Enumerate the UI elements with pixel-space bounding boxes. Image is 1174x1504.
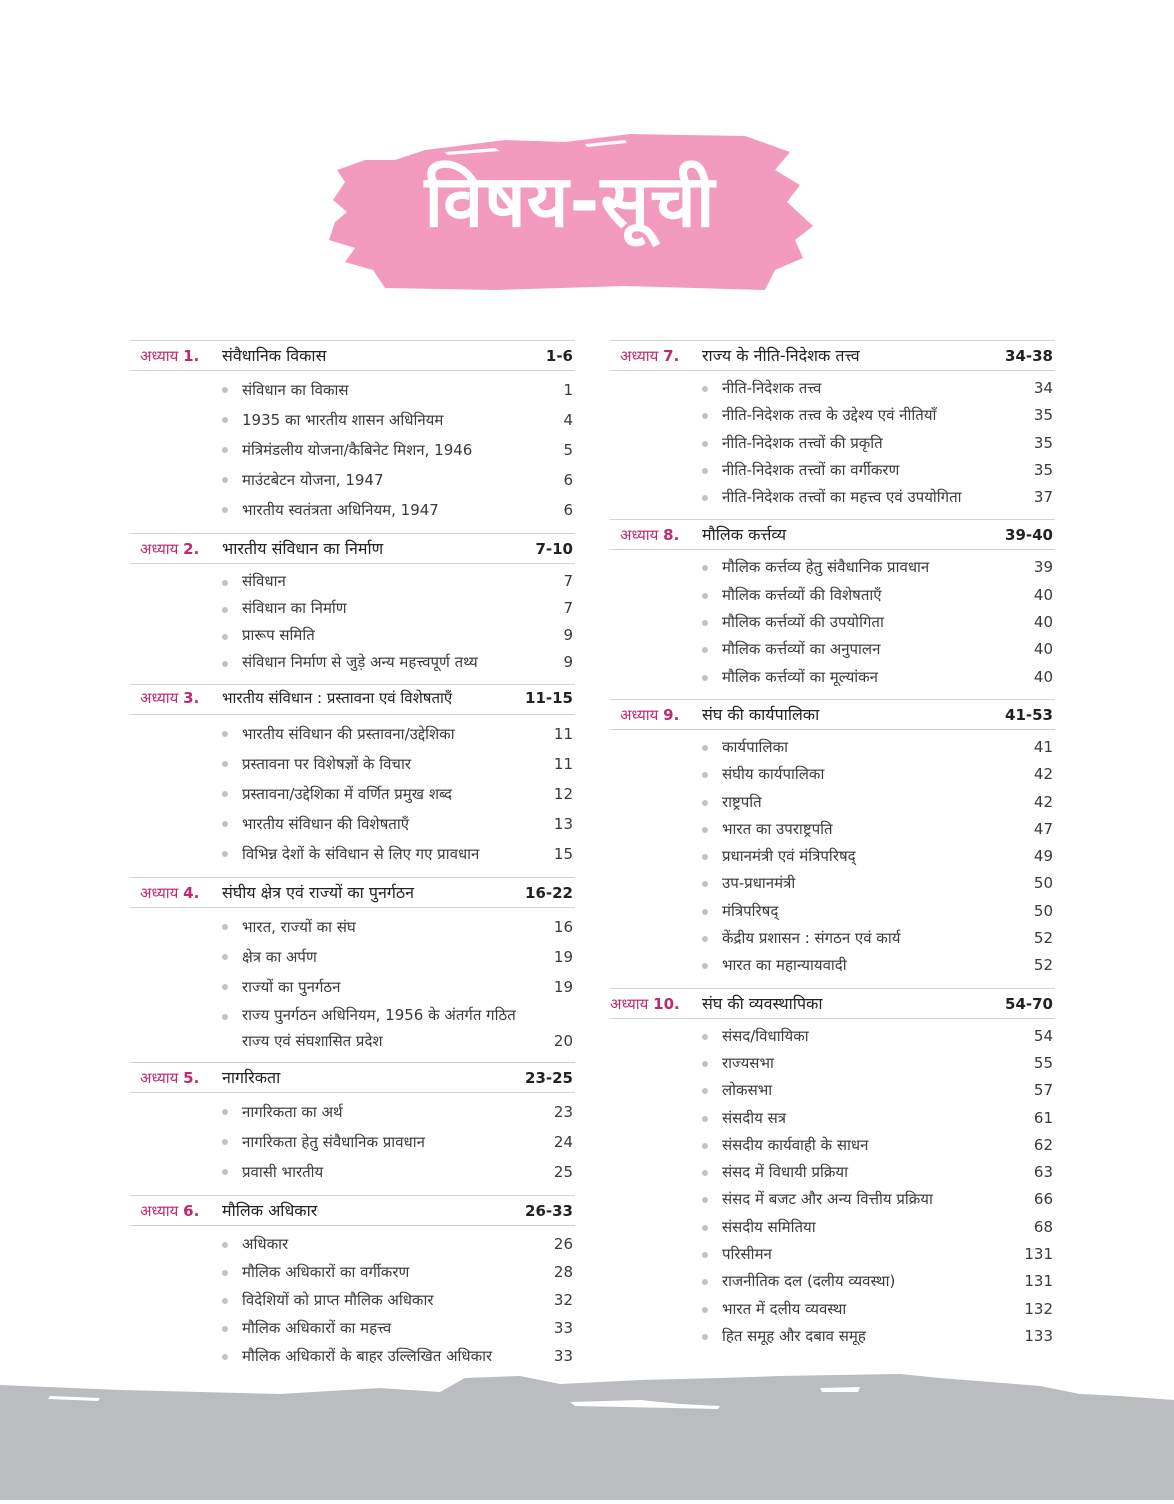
bullet-icon [222, 791, 228, 797]
page-number: 40 [1033, 667, 1053, 686]
bullet-icon [702, 1116, 708, 1122]
bullet-icon [222, 731, 228, 737]
bullet-icon [222, 1270, 228, 1276]
page-number: 28 [553, 1263, 573, 1281]
page-number: 47 [1033, 819, 1053, 838]
bullet-icon [702, 827, 708, 833]
chapter-heading[interactable] [130, 877, 575, 908]
bullet-icon [702, 800, 708, 806]
toc-entry[interactable]: मंत्रिपरिषद् 50 [702, 898, 1055, 925]
chapter-page-range: 26-33 [525, 1202, 573, 1220]
bullet-icon [702, 441, 708, 447]
bullet-icon [702, 620, 708, 626]
bullet-icon [702, 1034, 708, 1040]
toc-entry[interactable]: भारत का उपराष्ट्रपति 47 [702, 816, 1055, 843]
toc-entry[interactable]: प्रस्तावना/उद्देशिका में वर्णित प्रमुख शब्द 12 [222, 779, 575, 809]
chapter-2 [130, 533, 575, 680]
bullet-icon [222, 417, 228, 423]
page-number: 63 [1033, 1163, 1053, 1182]
toc-entry[interactable]: संविधान निर्माण से जुड़े अन्य महत्त्वपूर्ण तथ्य 9 [222, 649, 575, 676]
toc-entry[interactable]: भारतीय संविधान की विशेषताएँ 13 [222, 809, 575, 839]
toc-entry[interactable]: भारत का महान्यायवादी 52 [702, 952, 1055, 979]
chapter-heading[interactable] [130, 1062, 575, 1093]
bullet-icon [222, 954, 228, 960]
page-number: 40 [1033, 585, 1053, 604]
chapter-page-range: 11-15 [525, 689, 573, 707]
page-number: 16 [553, 918, 573, 936]
page-number: 19 [553, 948, 573, 966]
bullet-icon [702, 1279, 708, 1285]
toc-entry[interactable]: नीति-निदेशक तत्त्वों का महत्त्व एवं उपयोगिता 37 [702, 484, 1055, 511]
chapter-label: अध्याय 9. [620, 705, 680, 724]
toc-entry[interactable]: मौलिक कर्त्तव्यों की उपयोगिता 40 [702, 609, 1055, 636]
toc-entry[interactable]: हित समूह और दबाव समूह 133 [702, 1323, 1055, 1350]
bullet-icon [702, 1170, 708, 1176]
chapter-label: अध्याय 10. [610, 994, 680, 1013]
page-number: 32 [553, 1291, 573, 1309]
page-number: 7 [563, 599, 573, 617]
toc-entry[interactable]: नागरिकता हेतु संवैधानिक प्रावधान 24 [222, 1127, 575, 1157]
bullet-icon [222, 1014, 228, 1020]
chapter-title: संघीय क्षेत्र एवं राज्यों का पुनर्गठन [222, 883, 415, 902]
toc-entry[interactable]: नीति-निदेशक तत्त्व 34 [702, 375, 1055, 402]
page-number: 62 [1033, 1135, 1053, 1154]
chapter-heading[interactable] [610, 988, 1055, 1019]
page-number: 35 [1033, 406, 1053, 425]
toc-entry[interactable]: मौलिक कर्त्तव्य हेतु संवैधानिक प्रावधान 39 [702, 554, 1055, 581]
bullet-icon [702, 468, 708, 474]
chapter-title: भारतीय संविधान : प्रस्तावना एवं विशेषताएँ [222, 689, 453, 707]
page-number: 52 [1033, 929, 1053, 948]
bullet-icon [222, 447, 228, 453]
page-number: 54 [1033, 1026, 1053, 1045]
gray-brush-stroke-icon [0, 1370, 1174, 1500]
bullet-icon [702, 909, 708, 915]
page-number: 57 [1033, 1081, 1053, 1100]
toc-entry[interactable]: मंत्रिमंडलीय योजना/कैबिनेट मिशन, 1946 5 [222, 435, 575, 465]
bullet-icon [222, 477, 228, 483]
chapter-title: संघ की व्यवस्थापिका [702, 993, 823, 1013]
bullet-icon [222, 1326, 228, 1332]
bullet-icon [702, 1143, 708, 1149]
bullet-icon [702, 963, 708, 969]
page-number: 6 [563, 471, 573, 489]
toc-entry[interactable]: कार्यपालिका 41 [702, 734, 1055, 761]
bullet-icon [222, 761, 228, 767]
toc-entry[interactable]: विभिन्न देशों के संविधान से लिए गए प्रावधान 15 [222, 839, 575, 869]
toc-entry[interactable]: संसद में विधायी प्रक्रिया 63 [702, 1159, 1055, 1186]
bullet-icon [222, 1354, 228, 1360]
bullet-icon [702, 1197, 708, 1203]
toc-entry[interactable]: संविधान का निर्माण 7 [222, 595, 575, 622]
toc-right-column [610, 340, 1055, 1358]
chapter-label: अध्याय 1. [140, 347, 200, 365]
page-number: 35 [1033, 460, 1053, 479]
chapter-label: अध्याय 7. [620, 347, 680, 365]
bullet-icon [702, 936, 708, 942]
bullet-icon [702, 1307, 708, 1313]
chapter-page-range: 1-6 [545, 347, 573, 365]
toc-entry[interactable]: राष्ट्रपति 42 [702, 789, 1055, 816]
chapter-page-range: 41-53 [1005, 705, 1053, 724]
bullet-icon [222, 1109, 228, 1115]
chapter-title: मौलिक अधिकार [222, 1201, 318, 1220]
chapter-10 [610, 988, 1055, 1355]
page-number: 33 [553, 1347, 573, 1365]
chapter-title: संघ की कार्यपालिका [702, 704, 820, 724]
chapter-label: अध्याय 6. [140, 1202, 200, 1220]
toc-entry[interactable]: राज्यसभा 55 [702, 1050, 1055, 1077]
page-number: 11 [553, 755, 573, 773]
page-number: 6 [563, 501, 573, 519]
toc-entry[interactable]: प्रस्तावना पर विशेषज्ञों के विचार 11 [222, 749, 575, 779]
chapter-page-range: 39-40 [1005, 526, 1053, 545]
toc-entry[interactable]: मौलिक कर्त्तव्यों की विशेषताएँ 40 [702, 582, 1055, 609]
bullet-icon [702, 647, 708, 653]
chapter-heading[interactable] [130, 340, 575, 371]
toc-entry[interactable]: संसदीय कार्यवाही के साधन 62 [702, 1132, 1055, 1159]
toc-entry[interactable]: अधिकार 26 [222, 1230, 575, 1258]
page-number: 19 [553, 978, 573, 996]
page-number: 40 [1033, 613, 1053, 632]
page-number: 34 [1033, 379, 1053, 397]
bullet-icon [702, 1088, 708, 1094]
chapter-page-range: 7-10 [535, 540, 573, 558]
toc-entry[interactable]: भारतीय स्वतंत्रता अधिनियम, 1947 6 [222, 495, 575, 525]
bullet-icon [222, 851, 228, 857]
bullet-icon [222, 1298, 228, 1304]
bullet-icon [702, 745, 708, 751]
bullet-icon [222, 984, 228, 990]
chapter-page-range: 34-38 [1005, 347, 1053, 365]
chapter-7 [610, 340, 1055, 515]
bullet-icon [702, 593, 708, 599]
toc-left-column [130, 340, 575, 1378]
bullet-icon [702, 1225, 708, 1231]
toc-entry[interactable]: नीति-निदेशक तत्त्वों की प्रकृति 35 [702, 430, 1055, 457]
toc-entry[interactable]: नीति-निदेशक तत्त्व के उद्देश्य एवं नीतियाँ 35 [702, 402, 1055, 429]
bullet-icon [222, 634, 228, 640]
title-banner [325, 130, 815, 295]
chapter-heading[interactable] [610, 699, 1055, 730]
toc-entry[interactable]: विदेशियों को प्राप्त मौलिक अधिकार 32 [222, 1286, 575, 1314]
chapter-9 [610, 699, 1055, 984]
toc-entry[interactable]: मौलिक कर्त्तव्यों का मूल्यांकन 40 [702, 664, 1055, 691]
chapter-page-range: 54-70 [1005, 994, 1053, 1013]
toc-entry[interactable]: प्रधानमंत्री एवं मंत्रिपरिषद् 49 [702, 843, 1055, 870]
chapter-1 [130, 340, 575, 529]
chapter-label: अध्याय 5. [140, 1069, 200, 1087]
toc-entry[interactable]: क्षेत्र का अर्पण 19 [222, 942, 575, 972]
toc-entry[interactable]: उप-प्रधानमंत्री 50 [702, 870, 1055, 897]
page-number: 42 [1033, 765, 1053, 784]
footer-gray-brush-band [0, 1370, 1174, 1500]
page-number: 132 [1024, 1299, 1053, 1318]
toc-entry[interactable]: मौलिक अधिकारों का महत्त्व 33 [222, 1314, 575, 1342]
toc-entry[interactable]: प्रवासी भारतीय 25 [222, 1157, 575, 1187]
page-number: 12 [553, 785, 573, 803]
toc-entry[interactable]: संसद/विधायिका 54 [702, 1023, 1055, 1050]
page-number: 35 [1033, 433, 1053, 452]
toc-entry[interactable]: भारत, राज्यों का संघ 16 [222, 912, 575, 942]
page-number: 23 [553, 1103, 573, 1121]
page-number: 5 [563, 441, 573, 459]
chapter-label: अध्याय 3. [140, 689, 200, 707]
toc-entry[interactable]: प्रारूप समिति 9 [222, 622, 575, 649]
page-number: 25 [553, 1163, 573, 1181]
chapter-label: अध्याय 2. [140, 540, 200, 558]
toc-entry[interactable]: मौलिक कर्त्तव्यों का अनुपालन 40 [702, 636, 1055, 663]
bullet-icon [222, 580, 228, 586]
bullet-icon [222, 1139, 228, 1145]
page-number: 49 [1033, 847, 1053, 866]
chapter-5 [130, 1062, 575, 1191]
chapter-3 [130, 684, 575, 873]
bullet-icon [222, 661, 228, 667]
toc-entry[interactable]: संविधान 7 [222, 568, 575, 595]
page-number: 66 [1033, 1190, 1053, 1209]
toc-entry[interactable]: संसदीय सत्र 61 [702, 1105, 1055, 1132]
bullet-icon [222, 821, 228, 827]
bullet-icon [702, 675, 708, 681]
chapter-label: अध्याय 4. [140, 884, 200, 902]
page-number: 9 [563, 653, 573, 671]
page-number: 1 [563, 381, 573, 399]
page-number: 61 [1033, 1108, 1053, 1127]
toc-entry[interactable]: संविधान का विकास 1 [222, 375, 575, 405]
bullet-icon [702, 1252, 708, 1258]
bullet-icon [702, 495, 708, 501]
toc-entry[interactable]: राजनीतिक दल (दलीय व्यवस्था) 131 [702, 1268, 1055, 1295]
chapter-heading[interactable] [130, 1195, 575, 1226]
bullet-icon [222, 1242, 228, 1248]
page-number: 68 [1033, 1217, 1053, 1236]
page-number: 20 [553, 1032, 573, 1050]
toc-entry[interactable]: केंद्रीय प्रशासन : संगठन एवं कार्य 52 [702, 925, 1055, 952]
page-number: 37 [1033, 488, 1053, 507]
toc-entry[interactable]: भारत में दलीय व्यवस्था 132 [702, 1296, 1055, 1323]
chapter-label: अध्याय 8. [620, 526, 680, 545]
page-number: 9 [563, 626, 573, 644]
page-number: 133 [1024, 1326, 1053, 1345]
page-number: 7 [563, 572, 573, 590]
chapter-heading[interactable] [130, 684, 575, 715]
bullet-icon [702, 854, 708, 860]
page-number: 42 [1033, 792, 1053, 811]
bullet-icon [702, 772, 708, 778]
toc-entry[interactable]: राज्यों का पुनर्गठन 19 [222, 972, 575, 1002]
chapter-title: भारतीय संविधान का निर्माण [222, 539, 384, 558]
chapter-title: राज्य के नीति-निदेशक तत्त्व [702, 346, 860, 365]
bullet-icon [702, 565, 708, 571]
chapter-page-range: 16-22 [525, 884, 573, 902]
page-number: 11 [553, 725, 573, 743]
page-title: विषय-सूची [424, 159, 716, 243]
toc-entry[interactable]: लोकसभा 57 [702, 1077, 1055, 1104]
page-number: 55 [1033, 1053, 1053, 1072]
bullet-icon [222, 924, 228, 930]
chapter-heading[interactable] [610, 340, 1055, 371]
page-number: 26 [553, 1235, 573, 1253]
page-number: 24 [553, 1133, 573, 1151]
chapter-4 [130, 877, 575, 1058]
toc-entry[interactable]: संसदीय समितिया 68 [702, 1214, 1055, 1241]
toc-entry[interactable]: मौलिक अधिकारों का वर्गीकरण 28 [222, 1258, 575, 1286]
chapter-8 [610, 519, 1055, 694]
chapter-title: मौलिक कर्त्तव्य [702, 525, 787, 545]
page-number: 33 [553, 1319, 573, 1337]
bullet-icon [702, 1061, 708, 1067]
toc-entry[interactable]: भारतीय संविधान की प्रस्तावना/उद्देशिका 11 [222, 719, 575, 749]
bullet-icon [222, 507, 228, 513]
page-number: 50 [1033, 874, 1053, 893]
bullet-icon [702, 1334, 708, 1340]
page-number: 41 [1033, 737, 1053, 756]
page-number: 15 [553, 845, 573, 863]
toc-entry[interactable]: परिसीमन 131 [702, 1241, 1055, 1268]
chapter-heading[interactable] [130, 533, 575, 564]
bullet-icon [222, 1169, 228, 1175]
toc-entry[interactable]: संसद में बजट और अन्य वित्तीय प्रक्रिया 66 [702, 1186, 1055, 1213]
page-number: 40 [1033, 640, 1053, 659]
toc-entry[interactable]: मौलिक अधिकारों के बाहर उल्लिखित अधिकार 33 [222, 1342, 575, 1370]
page-number: 52 [1033, 956, 1053, 975]
chapter-page-range: 23-25 [525, 1069, 573, 1087]
bullet-icon [222, 387, 228, 393]
toc-entry[interactable]: 1935 का भारतीय शासन अधिनियम 4 [222, 405, 575, 435]
page-number: 131 [1024, 1272, 1053, 1291]
chapter-6 [130, 1195, 575, 1374]
page-number: 50 [1033, 901, 1053, 920]
bullet-icon [702, 881, 708, 887]
toc-entry[interactable]: संघीय कार्यपालिका 42 [702, 761, 1055, 788]
page-number: 4 [563, 411, 573, 429]
bullet-icon [702, 413, 708, 419]
page-number: 131 [1024, 1245, 1053, 1264]
page-number: 13 [553, 815, 573, 833]
page-number: 39 [1033, 558, 1053, 577]
toc-entry[interactable]: राज्य पुनर्गठन अधिनियम, 1956 के अंतर्गत गठित राज्य एवं संघशासित प्रदेश 20 [222, 1002, 575, 1054]
toc-entry[interactable]: नागरिकता का अर्थ 23 [222, 1097, 575, 1127]
toc-entry[interactable]: माउंटबेटन योजना, 1947 6 [222, 465, 575, 495]
toc-entry[interactable]: नीति-निदेशक तत्त्वों का वर्गीकरण 35 [702, 457, 1055, 484]
chapter-title: संवैधानिक विकास [222, 346, 327, 365]
bullet-icon [702, 386, 708, 392]
chapter-heading[interactable] [610, 519, 1055, 550]
chapter-title: नागरिकता [222, 1068, 281, 1087]
bullet-icon [222, 607, 228, 613]
